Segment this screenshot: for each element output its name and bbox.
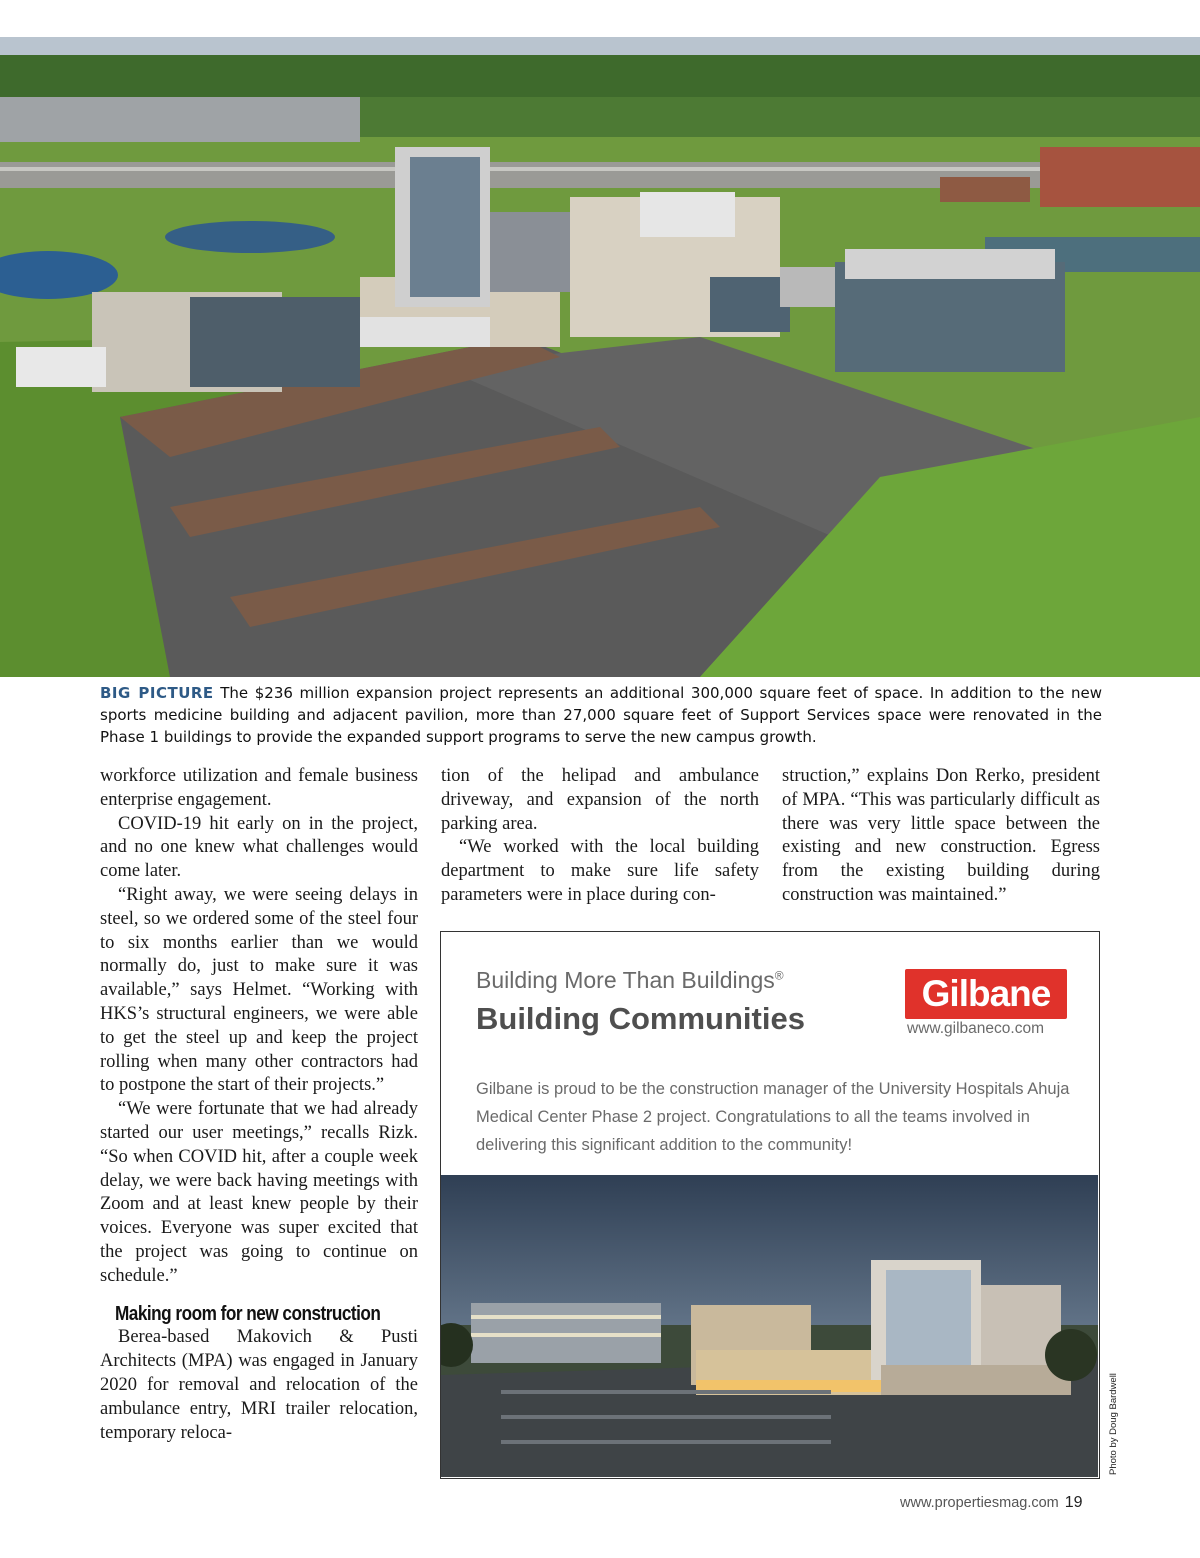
- photo-caption: [100, 682, 1102, 748]
- ad-tagline-text: Building More Than Buildings: [476, 967, 775, 993]
- ad-tagline: [476, 967, 784, 994]
- aerial-photo-illustration: [0, 37, 1200, 677]
- ad-headline: Building Communities: [476, 1001, 805, 1036]
- paragraph: “Right away, we were seeing delays in steel, so we ordered some of the steel four to six months earlier than we would normally do, just to make sure it was available,” says Helmet. “Working with HKS’s structural engineers, we were able to get the steel up and keep the project rolling when many other contractors had to postpone the start of their projects.”: [100, 884, 418, 1096]
- ad-url: www.gilbaneco.com: [907, 1020, 1044, 1037]
- page-footer: [900, 1494, 1083, 1512]
- page-number: 19: [1064, 1494, 1083, 1511]
- paragraph: “We worked with the local building department to make sure life safety parameters were in place during con-: [441, 837, 759, 905]
- gilbane-advertisement: [440, 931, 1100, 1479]
- caption-text: The $236 million expansion project represents an additional 300,000 square feet of space. In addition to the new sports medicine building and adjacent pavilion, more than 27,000 square feet of Support Services space were renovated in the Phase 1 buildings to provide the expanded support programs to serve the new campus growth.: [100, 684, 1102, 746]
- article-column-1: [100, 765, 418, 1445]
- paragraph: struction,” explains Don Rerko, president of MPA. “This was particularly difficult as there was very little space between the existing and new construction. Egress from the existing building during construction was maintained.”: [782, 766, 1100, 905]
- aerial-photo: [0, 37, 1200, 677]
- registered-mark: ®: [774, 968, 784, 983]
- caption-lead: BIG PICTURE: [100, 684, 214, 702]
- photo-credit: Photo by Doug Bardwell: [1108, 1373, 1119, 1475]
- ad-body-text: Gilbane is proud to be the construction manager of the University Hospitals Ahuja Medical Center Phase 2 project. Congratulations to all the teams involved in delivering this significant addition to the community!: [476, 1080, 1070, 1154]
- paragraph: workforce utilization and female business enterprise engagement.: [100, 766, 418, 810]
- paragraph: Berea-based Makovich & Pusti Architects (MPA) was engaged in January 2020 for removal and relocation of the ambulance entry, MRI trailer relocation, temporary reloca-: [100, 1327, 418, 1443]
- article-column-3: [782, 765, 1100, 908]
- paragraph: tion of the helipad and ambulance driveway, and expansion of the north parking area.: [441, 766, 759, 834]
- paragraph: COVID-19 hit early on in the project, and no one knew what challenges would come later.: [100, 813, 418, 882]
- footer-url: www.propertiesmag.com: [900, 1495, 1059, 1511]
- section-subhead: Making room for new construction: [115, 1302, 381, 1325]
- gilbane-logo: Gilbane: [905, 969, 1067, 1019]
- paragraph: “We were fortunate that we had already started our user meetings,” recalls Rizk. “So when COVID hit, after a couple week delay, we were back having meetings with Zoom and at least knew people by their voices. Everyone was super excited that the project was going to continue on schedule.”: [100, 1099, 418, 1286]
- rendering-illustration: [441, 1175, 1098, 1477]
- article-column-2: [441, 765, 759, 908]
- rendering-image: [441, 1175, 1098, 1477]
